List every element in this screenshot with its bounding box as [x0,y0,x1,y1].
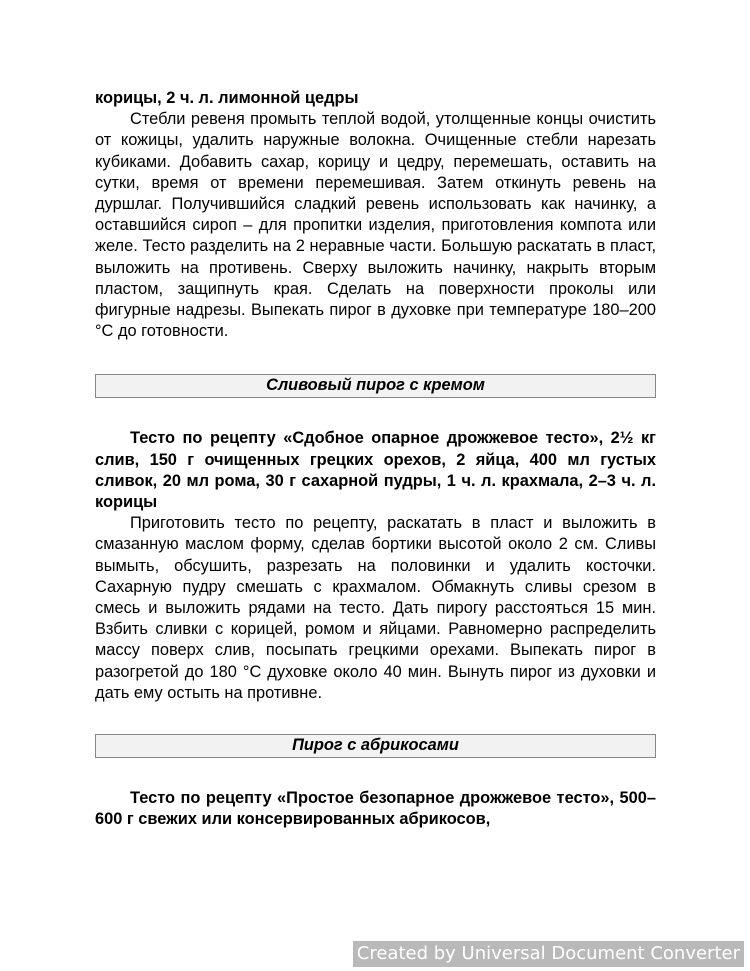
section-heading-plum-pie [95,374,656,398]
section-title: Сливовый пирог с кремом [266,376,485,395]
rhubarb-instructions: Стебли ревеня промыть теплой водой, утолщенные концы очистить от кожицы, удалить наружные волокна. Очищенные стебли нарезать кубиками. Добавить сахар, корицу и цедру, перемешать, оставить на сутки, время от времени перемешивая. Затем откинуть ревень на дуршлаг. Получившийся сладкий ревень использовать как начинку, а оставшийся сироп – для пропитки изделия, приготовления компота или желе. Тесто разделить на 2 неравные части. Большую раскатать в пласт, выложить на противень. Сверху выложить начинку, накрыть вторым пластом, защипнуть края. Сделать на поверхности проколы или фигурные надрезы. Выпекать пирог в духовке при температуре 180–200 °С до готовности. [95,110,656,341]
plum-pie-ingredients: Тесто по рецепту «Сдобное опарное дрожжевое тесто», 2½ кг слив, 150 г очищенных грецких орехов, 2 яйца, 400 мл густых сливок, 20 мл рома, 30 г сахарной пудры, 1 ч. л. крахмала, 2–3 ч. л. корицы [95,429,656,512]
watermark: Created by Universal Document Converter [353,941,744,967]
document-page [95,88,656,830]
section-title: Пирог с абрикосами [292,736,459,755]
ingredients-fragment: корицы, 2 ч. л. лимонной цедры [95,89,359,107]
section-heading-apricot-pie [95,734,656,758]
apricot-pie-ingredients: Тесто по рецепту «Простое безопарное дрожжевое тесто», 500–600 г свежих или консервированных абрикосов, [95,789,656,829]
plum-pie-instructions: Приготовить тесто по рецепту, раскатать в пласт и выложить в смазанную маслом форму, сделав бортики высотой около 2 см. Сливы вымыть, обсушить, разрезать на половинки и удалить косточки. Сахарную пудру смешать с крахмалом. Обмакнуть сливы срезом в смесь и выложить рядами на тесто. Дать пирогу расстояться 15 мин. Взбить сливки с корицей, ромом и яйцами. Равномерно распределить массу поверх слив, посыпать грецкими орехами. Выпекать пирог в разогретой до 180 °С духовке около 40 мин. Вынуть пирог из духовки и дать ему остыть на противне. [95,514,656,702]
